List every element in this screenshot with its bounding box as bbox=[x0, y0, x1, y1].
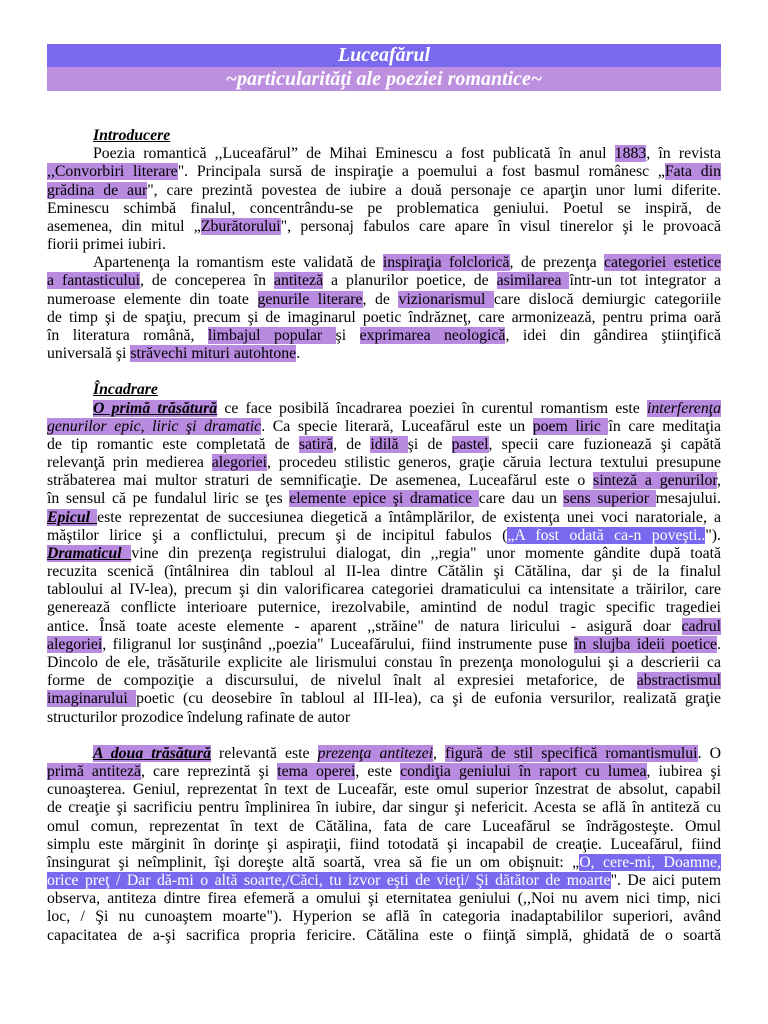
text-line bbox=[47, 200, 721, 218]
highlighted-text: exprimarea neologică bbox=[359, 326, 506, 344]
text-line bbox=[47, 745, 721, 763]
highlighted-text: asimilarea bbox=[496, 272, 570, 290]
text-segment: loc, / Şi nu cunoaştem moarte"). Hyperion se află în categoria inadaptabililor superiori, având bbox=[47, 908, 721, 926]
text-segment: , filigranul lor susţinând ,,poezia" Luceafărului, fiind instrumente puse bbox=[102, 635, 574, 653]
highlighted-text: alegoriei bbox=[211, 454, 267, 472]
highlighted-text: limbajul popular bbox=[207, 326, 336, 344]
text-segment: în literatura română, bbox=[47, 326, 208, 344]
text-line bbox=[47, 254, 721, 272]
text-line bbox=[47, 709, 721, 727]
text-segment: relevanţă prin medierea bbox=[47, 454, 212, 472]
text-line bbox=[47, 309, 721, 327]
paragraph bbox=[47, 745, 721, 945]
text-segment: mesajului. bbox=[655, 490, 721, 508]
text-line bbox=[47, 818, 721, 836]
highlighted-text: idilă bbox=[370, 435, 408, 453]
text-segment: care dau un bbox=[478, 490, 564, 508]
text-line bbox=[47, 781, 721, 799]
text-line bbox=[47, 908, 721, 926]
text-segment: , idei din gândirea ştiinţifică bbox=[505, 326, 721, 344]
text-line bbox=[47, 400, 721, 418]
highlighted-text: Fata din bbox=[664, 163, 721, 181]
text-line bbox=[47, 472, 721, 490]
text-line bbox=[47, 236, 721, 254]
text-segment: ", care prezintă povestea de iubire a două personaje ce aparţin unor lumi diferite. bbox=[147, 181, 721, 199]
text-segment: şi bbox=[335, 326, 360, 344]
text-segment: într-un tot integrator a bbox=[569, 272, 722, 290]
text-segment: , de bbox=[362, 290, 399, 308]
highlighted-text: străvechi mituri autohtone bbox=[130, 345, 297, 363]
highlighted-text: inspiraţia folclorică bbox=[382, 254, 510, 272]
highlighted-text: interferenţa bbox=[647, 399, 722, 417]
text-segment: , iubirea şi bbox=[646, 763, 721, 781]
text-line bbox=[47, 327, 721, 345]
text-line bbox=[47, 799, 721, 817]
text-segment: numeroase elemente din toate bbox=[47, 290, 258, 308]
paragraph bbox=[47, 400, 721, 727]
text-segment: ". De aici putem bbox=[610, 872, 721, 890]
text-segment: omul comun, reprezentat în text de Cătălina, fata de care Luceafărul se îndrăgosteşte. Omul bbox=[47, 817, 721, 835]
text-segment: cunoaşterea. Geniul, reprezentat în text de Luceafăr, este omul superior înzestrat de absolut, capabil bbox=[47, 781, 721, 799]
text-line bbox=[47, 272, 721, 290]
text-segment: forme de compoziţie a discursului, de nivelul înalt al expresiei metaforice, de bbox=[47, 672, 637, 690]
bold-label: A doua trăsătură bbox=[93, 744, 211, 762]
text-segment: care dislocă demiurgic categoriile bbox=[493, 290, 721, 308]
quote-highlight: O, cere-mi, Doamne, bbox=[579, 853, 722, 871]
highlighted-text: alegoriei bbox=[47, 635, 103, 653]
text-line bbox=[47, 490, 721, 508]
highlighted-text: imaginarului bbox=[47, 690, 137, 708]
text-segment: Eminescu schimbă finalul, concentrându-se pe problematica geniului. Poetul se inspiră, de bbox=[47, 199, 721, 217]
highlighted-text: poem liric bbox=[532, 417, 609, 435]
highlighted-text: a fantasticului bbox=[47, 272, 141, 290]
highlighted-text: elemente epice şi dramatice bbox=[289, 490, 479, 508]
text-segment: . Ca specie literară, Luceafărul este un bbox=[261, 417, 533, 435]
quote-highlight: orice preţ / Dar dă-mi o altă soarte,/Căci, tu izvor eşti de vieţi/ Şi dătător de moarte bbox=[47, 872, 611, 890]
section-heading bbox=[47, 381, 721, 399]
text-line bbox=[47, 872, 721, 890]
section-incadrare bbox=[47, 381, 721, 944]
bold-label: Epicul bbox=[47, 508, 98, 526]
document-subtitle: ~particularităţi ale poeziei romantice~ bbox=[225, 68, 543, 90]
text-line bbox=[47, 672, 721, 690]
text-segment: relevantă este bbox=[210, 744, 318, 762]
text-segment: vine din prezenţa registrului dialogat, din ,,regia" unor momente gândite după toată bbox=[131, 544, 721, 562]
text-segment: ce face posibilă încadrarea poeziei în curentul romantism este bbox=[217, 399, 648, 417]
highlighted-text: Zburătorului bbox=[200, 217, 281, 235]
text-line bbox=[47, 563, 721, 581]
highlighted-text: sinteză a genurilor bbox=[593, 472, 718, 490]
text-line bbox=[47, 690, 721, 708]
text-segment: observa, antiteza dintre firea efemeră a omului şi eternitatea geniului (,,Noi nu avem nici timp, nici bbox=[47, 890, 721, 908]
text-line bbox=[47, 654, 721, 672]
highlighted-text: genurilor epic, liric şi dramatic bbox=[47, 417, 262, 435]
highlighted-text: vizionarismul bbox=[398, 290, 494, 308]
highlighted-text: figură de stil specifică romantismului bbox=[445, 744, 698, 762]
title-bar bbox=[47, 44, 721, 67]
text-line bbox=[47, 145, 721, 163]
highlighted-text: cadrul bbox=[681, 617, 721, 635]
text-line bbox=[47, 418, 721, 436]
paragraph bbox=[47, 145, 721, 254]
subtitle-bar bbox=[47, 67, 721, 91]
blank-line bbox=[47, 727, 721, 745]
highlighted-text: antiteză bbox=[273, 272, 324, 290]
text-segment: antice. Însă toate aceste elemente - aparent ,,străine" de natura liricului - asigură doar bbox=[47, 617, 682, 635]
text-segment: Poezia romantică ,,Luceafărul” de Mihai Eminescu a fost publicată în anul bbox=[93, 145, 615, 163]
text-segment: simplu este mărginit în dorinţe şi aspiraţii, fiind totodată şi incapabil de creaţie. Luceafărul, fiind bbox=[47, 835, 721, 853]
heading-incadrare: Încadrare bbox=[93, 381, 158, 399]
text-line bbox=[47, 890, 721, 908]
text-line bbox=[47, 436, 721, 454]
bold-label: Dramaticul bbox=[47, 544, 132, 562]
text-segment: recuzita scenică (întâlnirea din tabloul al II-lea dintre Cătălin şi Cătălina, dar şi de la finalul bbox=[47, 563, 721, 581]
text-segment: în sensul că pe fundalul liric se ţes bbox=[47, 490, 290, 508]
highlighted-text: abstractismul bbox=[636, 672, 721, 690]
document-title: Luceafărul bbox=[337, 44, 431, 66]
text-segment: . bbox=[296, 345, 301, 363]
section-introducere bbox=[47, 127, 721, 363]
text-segment: ". Principala sursă de inspiraţie a poemului a fost basmul românesc „ bbox=[177, 163, 665, 181]
text-segment: , de prezenţa bbox=[509, 254, 604, 272]
text-segment: capacitatea de a-şi sacrifica propria fericire. Cătălina este o fiinţă simplă, ghidată de o soartă bbox=[47, 926, 721, 944]
text-line bbox=[47, 927, 721, 945]
text-segment: Apartenenţa la romantism este validată de bbox=[93, 254, 383, 272]
text-segment: şi de bbox=[407, 435, 452, 453]
text-line bbox=[47, 454, 721, 472]
text-segment: . O bbox=[697, 744, 722, 762]
text-line bbox=[47, 527, 721, 545]
highlighted-text: ,,Convorbiri literare bbox=[47, 163, 178, 181]
section-heading bbox=[47, 127, 721, 145]
text-segment: , de bbox=[333, 435, 371, 453]
text-segment: universală şi bbox=[47, 345, 131, 363]
highlighted-text: 1883 bbox=[614, 145, 647, 163]
text-line bbox=[47, 854, 721, 872]
text-segment: , este bbox=[355, 763, 401, 781]
text-line bbox=[47, 182, 721, 200]
text-segment: asemenea, din mitul „ bbox=[47, 217, 201, 235]
text-segment: , în revista bbox=[646, 145, 721, 163]
text-segment: , procedeu stilistic generos, graţie căruia lectura textului presupune bbox=[267, 454, 721, 472]
text-segment: fiorii primei iubiri. bbox=[47, 236, 166, 254]
text-line bbox=[47, 618, 721, 636]
text-segment: , de conceperea în bbox=[140, 272, 274, 290]
document-body bbox=[47, 127, 721, 945]
text-segment: de tip romantic este completată de bbox=[47, 435, 299, 453]
text-segment: , bbox=[433, 744, 446, 762]
text-line bbox=[47, 345, 721, 363]
text-segment: generează conflicte interioare puternice, irezolvabile, amintind de nodul tragic specific tragediei bbox=[47, 599, 721, 617]
text-segment: a planurilor poetice, de bbox=[323, 272, 497, 290]
highlighted-text: tema operei bbox=[277, 763, 356, 781]
text-segment: poetic (cu deosebire în tabloul al III-lea), ca şi de eufonia versurilor, realizată graţie bbox=[136, 690, 721, 708]
paragraph bbox=[47, 254, 721, 363]
text-segment: ", personaj fabulos care apare în visul tinerelor şi le provoacă bbox=[280, 217, 721, 235]
text-segment: străbaterea mai multor straturi de semnificaţie. De asemenea, Luceafărul este o bbox=[47, 472, 594, 490]
text-line bbox=[47, 509, 721, 527]
highlighted-text: prezenţa antitezei bbox=[317, 744, 434, 762]
highlighted-text: satiră bbox=[298, 435, 334, 453]
text-segment: , specii care fuzionează şi capătă bbox=[488, 435, 721, 453]
blank-line bbox=[47, 363, 721, 381]
text-segment: , care reprezintă şi bbox=[141, 763, 278, 781]
text-segment: , bbox=[717, 472, 721, 490]
text-line bbox=[47, 636, 721, 654]
text-segment: de creaţie şi sacrificiu pentru împlinirea în iubire, dar singur şi nefericit. Acesta se află în antiteză cu bbox=[47, 799, 721, 817]
text-segment: în care meditaţia bbox=[608, 417, 721, 435]
highlighted-text: genurile literare bbox=[257, 290, 363, 308]
text-line bbox=[47, 291, 721, 309]
text-line bbox=[47, 218, 721, 236]
text-segment: tabloului al IV-lea), precum şi din valorificarea categoriei dramaticului ca intensitate a trăirilor, care bbox=[47, 581, 721, 599]
highlighted-text: condiţia geniului în raport cu lumea bbox=[400, 763, 647, 781]
text-line bbox=[47, 763, 721, 781]
text-segment: Dincolo de ele, trăsăturile explicite ale lirismului constau în prezenţa monologului şi a descrierii ca bbox=[47, 653, 721, 671]
text-segment: însingurat şi neîmplinit, îşi doreşte altă soartă, vrea să fie un om obişnuit: „ bbox=[47, 853, 580, 871]
text-line bbox=[47, 581, 721, 599]
highlighted-text: grădina de aur bbox=[47, 181, 148, 199]
text-line bbox=[47, 599, 721, 617]
text-segment: măştilor lirice şi a conflictului, precum şi de incipitul fabulos ( bbox=[47, 526, 508, 544]
text-line bbox=[47, 836, 721, 854]
text-line bbox=[47, 163, 721, 181]
text-segment: . bbox=[717, 635, 721, 653]
text-segment: structurilor prozodice îndelung rafinate de autor bbox=[47, 708, 351, 726]
highlighted-text: în slujba ideii poetice bbox=[573, 635, 718, 653]
quote-highlight: „A fost odată ca-n poveşti.. bbox=[507, 526, 706, 544]
bold-label: O primă trăsătură bbox=[93, 399, 218, 417]
highlighted-text: categoriei estetice bbox=[603, 254, 721, 272]
text-segment: de timp şi de spaţiu, precum şi de imaginarul poetic îndrăzneţ, care armonizează, pentru prima oară bbox=[47, 308, 721, 326]
text-line bbox=[47, 545, 721, 563]
highlighted-text: primă antiteză bbox=[47, 763, 142, 781]
heading-introducere: Introducere bbox=[93, 127, 171, 144]
text-segment: "). bbox=[705, 526, 722, 544]
highlighted-text: sens superior bbox=[563, 490, 656, 508]
text-segment: este reprezentat de succesiunea diegetică a întâmplărilor, de existenţa unei voci naratoriale, a bbox=[97, 508, 721, 526]
highlighted-text: pastel bbox=[451, 435, 489, 453]
